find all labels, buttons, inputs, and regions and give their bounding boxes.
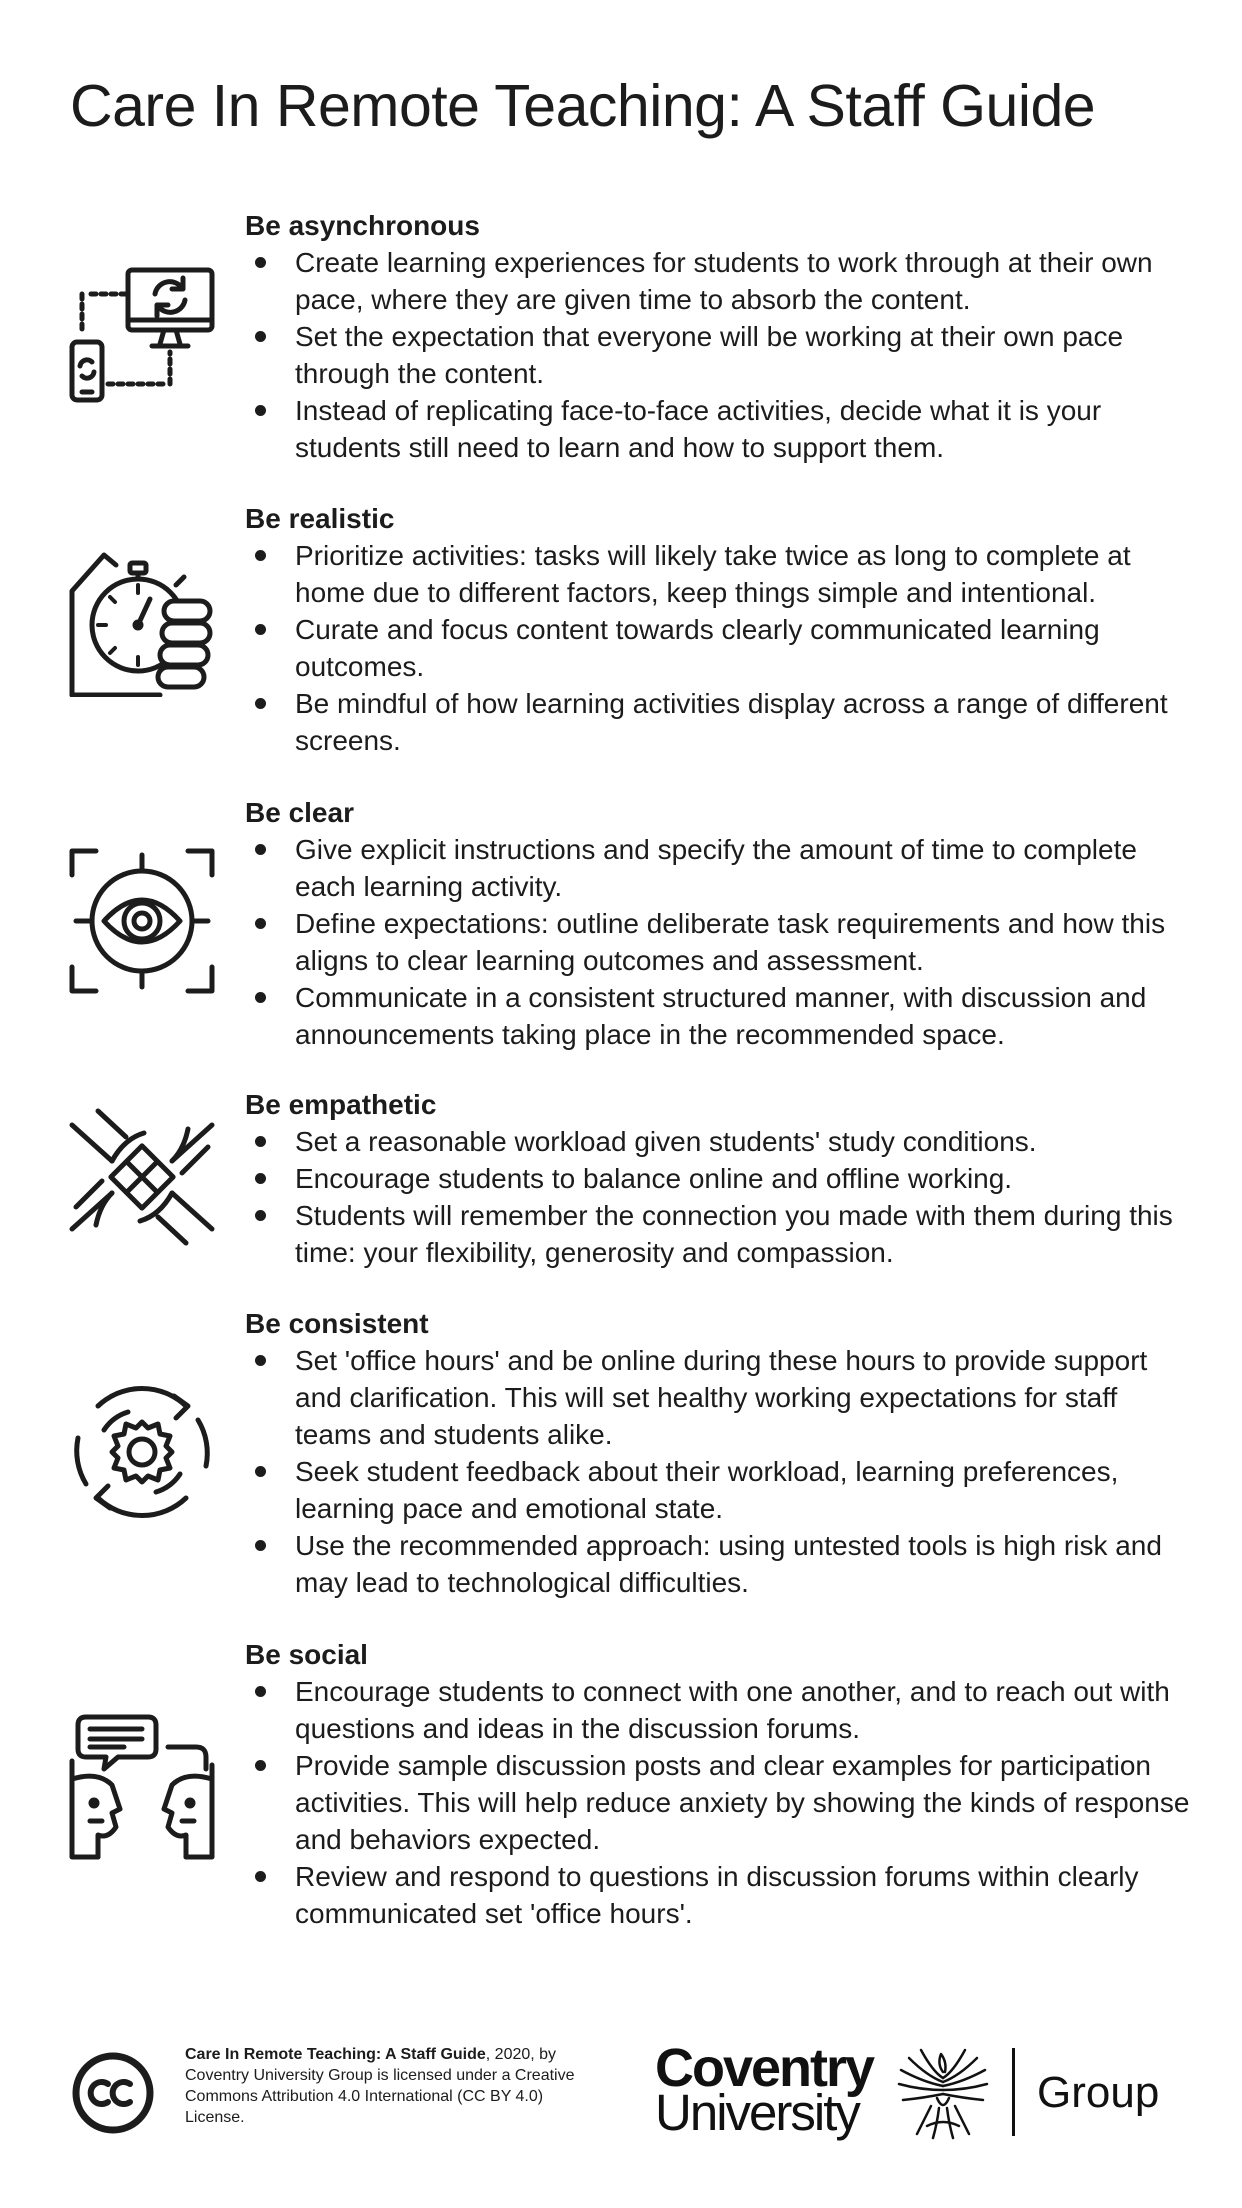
- section-heading: Be consistent: [245, 1308, 429, 1339]
- bullet-list: [245, 831, 1195, 1053]
- list-item: Set the expectation that everyone will be working at their own pace through the content.: [245, 318, 1195, 392]
- list-item: Instead of replicating face-to-face activities, decide what it is your students still need to learn and how to support them.: [245, 392, 1195, 466]
- footer: [0, 2030, 1242, 2170]
- bullet-list: [245, 1123, 1195, 1271]
- joined-hands-icon: [68, 1103, 216, 1251]
- bullet-list: [245, 244, 1195, 466]
- bullet-list: [245, 537, 1195, 759]
- brand-group: Group: [1037, 2068, 1160, 2117]
- list-item: Use the recommended approach: using untested tools is high risk and may lead to technological difficulties.: [245, 1527, 1195, 1601]
- conversation-faces-icon: [68, 1713, 216, 1861]
- list-item: Seek student feedback about their workload, learning preferences, learning pace and emotional state.: [245, 1453, 1195, 1527]
- list-item: Give explicit instructions and specify the amount of time to complete each learning activity.: [245, 831, 1195, 905]
- hand-stopwatch-icon: [68, 549, 216, 697]
- list-item: Define expectations: outline deliberate task requirements and how this aligns to clear learning outcomes and assessment.: [245, 905, 1195, 979]
- brand-university: University: [655, 2084, 859, 2141]
- list-item: Be mindful of how learning activities display across a range of different screens.: [245, 685, 1195, 759]
- bullet-list: [245, 1673, 1195, 1932]
- gear-cycle-icon: [68, 1378, 216, 1526]
- creative-commons-icon: [72, 2052, 154, 2134]
- license-title: Care In Remote Teaching: A Staff Guide: [185, 2046, 486, 2063]
- list-item: Communicate in a consistent structured manner, with discussion and announcements taking place in the recommended space.: [245, 979, 1195, 1053]
- list-item: Set a reasonable workload given students' study conditions.: [245, 1123, 1195, 1160]
- list-item: Set 'office hours' and be online during these hours to provide support and clarification. This will set healthy working expectations for staff teams and students alike.: [245, 1342, 1195, 1453]
- section-heading: Be empathetic: [245, 1089, 437, 1120]
- list-item: Encourage students to connect with one another, and to reach out with questions and ideas in the discussion forums.: [245, 1673, 1195, 1747]
- license-text: [185, 2044, 595, 2128]
- coventry-university-logo: [655, 2040, 1195, 2150]
- list-item: Encourage students to balance online and offline working.: [245, 1160, 1195, 1197]
- list-item: Review and respond to questions in discussion forums within clearly communicated set 'office hours'.: [245, 1858, 1195, 1932]
- brand-coventry: Coventry: [655, 2038, 874, 2098]
- list-item: Curate and focus content towards clearly communicated learning outcomes.: [245, 611, 1195, 685]
- brand-divider: [1012, 2048, 1015, 2136]
- list-item: Create learning experiences for students to work through at their own pace, where they are given time to absorb the content.: [245, 244, 1195, 318]
- page-title: Care In Remote Teaching: A Staff Guide: [70, 73, 1096, 139]
- license-body: , 2020, by Coventry University Group is licensed under a Creative Commons Attribution 4.0 International (CC BY 4.0) License.: [185, 2046, 575, 2126]
- section-heading: Be realistic: [245, 503, 395, 534]
- section-heading: Be clear: [245, 797, 354, 828]
- bullet-list: [245, 1342, 1195, 1601]
- list-item: Provide sample discussion posts and clear examples for participation activities. This will help reduce anxiety by showing the kinds of response and behaviors expected.: [245, 1747, 1195, 1858]
- devices-sync-icon: [68, 258, 216, 406]
- section-heading: Be asynchronous: [245, 210, 480, 241]
- eye-target-icon: [68, 847, 216, 995]
- section-heading: Be social: [245, 1639, 368, 1670]
- list-item: Prioritize activities: tasks will likely take twice as long to complete at home due to different factors, keep things simple and intentional.: [245, 537, 1195, 611]
- list-item: Students will remember the connection you made with them during this time: your flexibility, generosity and compassion.: [245, 1197, 1195, 1271]
- phoenix-icon: [893, 2042, 993, 2142]
